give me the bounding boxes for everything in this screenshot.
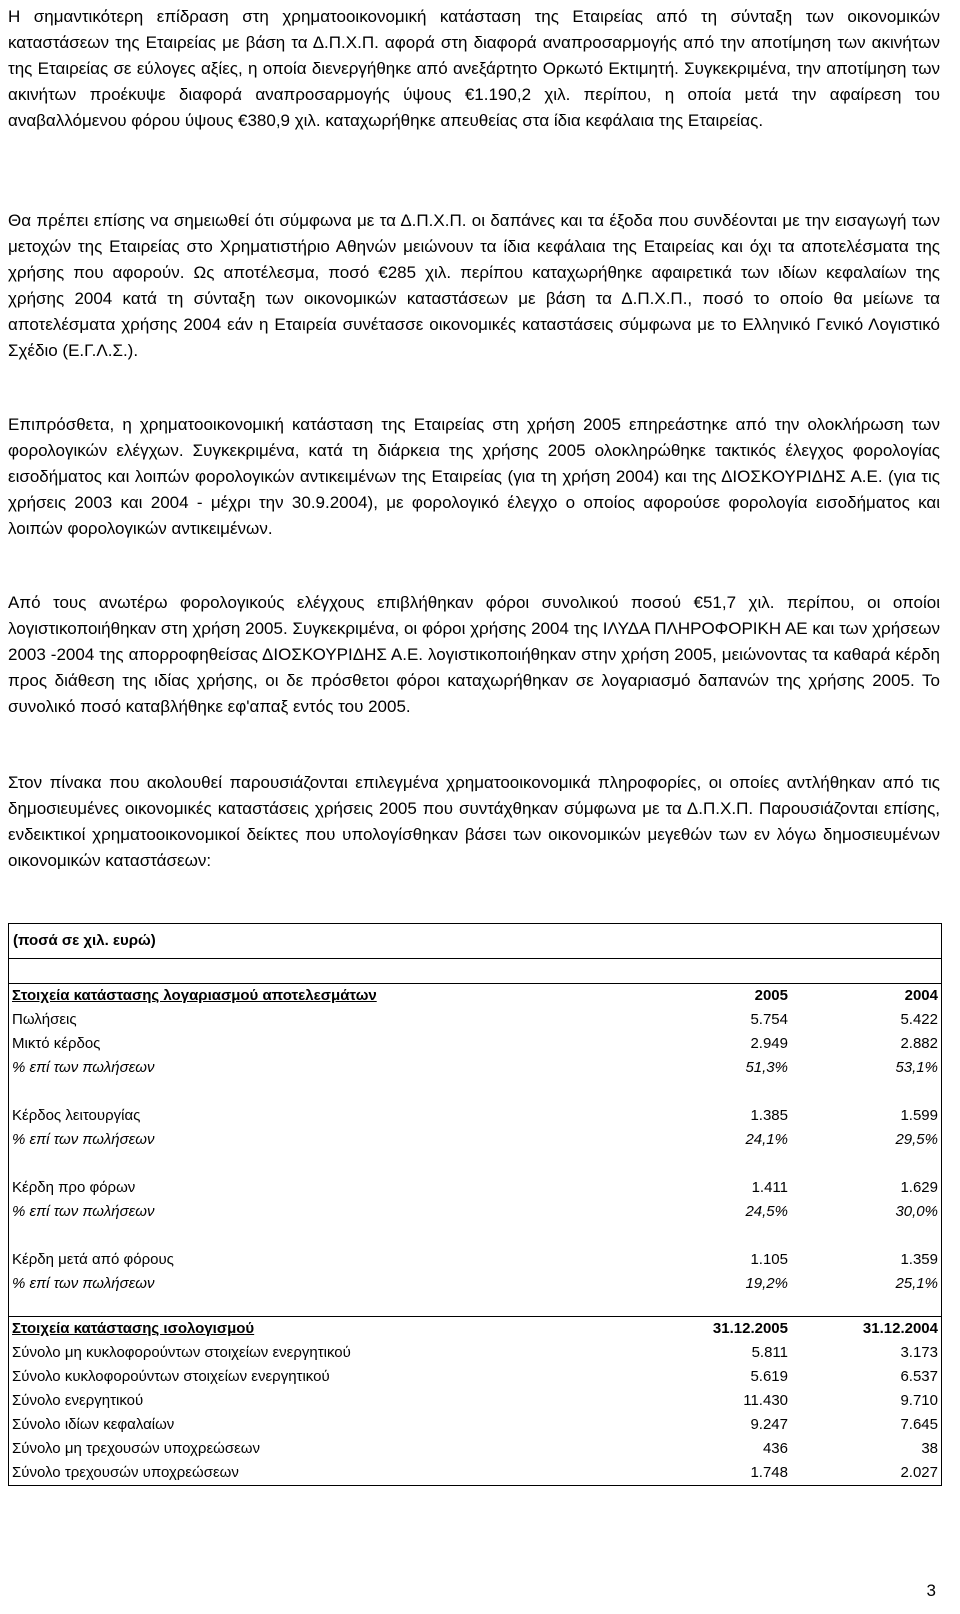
- row-label: Πωλήσεις: [12, 1011, 77, 1028]
- table-row: [9, 1365, 941, 1389]
- table-row: [9, 1200, 941, 1224]
- table-row: [9, 1104, 941, 1128]
- table-row: [9, 1437, 941, 1461]
- table-row: [9, 1272, 941, 1296]
- table-row: [9, 1389, 941, 1413]
- row-value-2004: 1.359: [900, 1251, 938, 1268]
- row-value-2005: 19,2%: [745, 1275, 788, 1292]
- row-value-2005: 24,1%: [745, 1131, 788, 1148]
- row-value-2005: 5.754: [750, 1011, 788, 1028]
- table-row: [9, 1128, 941, 1152]
- paragraph-tax-audits: Επιπρόσθετα, η χρηματοοικονομική κατάσταση της Εταιρείας στη χρήση 2005 επηρεάστηκε από την ολοκλήρωση των φορολογικών ελέγχων. Συγκεκριμένα, κατά τη διάρκεια της χρήσης 2005 ολοκληρώθηκε τακτικός έλεγχος φορολογίας εισοδήματος και λοιπών φορολογικών αντικειμένων της Εταιρείας (για τη χρήση 2004) και της ΔΙΟΣΚΟΥΡΙΔΗΣ Α.Ε. (για τις χρήσεις 2003 και 2004 - μέχρι την 30.9.2004), με φορολογικό έλεγχο ο οποίος αφορούσε φορολογία εισοδήματος και λοιπών φορολογικών αντικειμένων.: [8, 415, 940, 538]
- row-value-2004: 38: [921, 1440, 938, 1457]
- row-label: % επί των πωλήσεων: [12, 1203, 155, 1220]
- page-number: 3: [926, 1581, 936, 1600]
- table-row: [9, 1341, 941, 1365]
- balance-header-date-2004: 31.12.2004: [862, 1320, 938, 1337]
- row-label: Κέρδη μετά από φόρους: [12, 1251, 174, 1268]
- row-value-2005: 1.748: [750, 1464, 788, 1481]
- row-value-2005: 1.105: [750, 1251, 788, 1268]
- balance-header-label: Στοιχεία κατάστασης ισολογισμού: [12, 1320, 255, 1337]
- table-row: [9, 1176, 941, 1200]
- income-header-year-2005: 2005: [754, 987, 788, 1004]
- row-value-2005: 1.385: [750, 1107, 788, 1124]
- row-value-2005: 5.619: [750, 1368, 788, 1385]
- row-value-2004: 53,1%: [895, 1059, 938, 1076]
- row-label: Κέρδος λειτουργίας: [12, 1107, 141, 1124]
- row-value-2005: 24,5%: [745, 1203, 788, 1220]
- row-label: Σύνολο κυκλοφορούντων στοιχείων ενεργητικού: [12, 1368, 330, 1385]
- income-header-row: [9, 984, 941, 1008]
- row-value-2004: 1.599: [900, 1107, 938, 1124]
- table-row: [9, 1032, 941, 1056]
- row-value-2005: 9.247: [750, 1416, 788, 1433]
- table-spacer: [9, 1224, 941, 1248]
- row-label: % επί των πωλήσεων: [12, 1131, 155, 1148]
- row-label: Κέρδη προ φόρων: [12, 1179, 136, 1196]
- paragraph-listing-costs: Θα πρέπει επίσης να σημειωθεί ότι σύμφωνα με τα Δ.Π.Χ.Π. οι δαπάνες και τα έξοδα που συνδέονται με την εισαγωγή των μετοχών της Εταιρείας στο Χρηματιστήριο Αθηνών μειώνουν τα ίδια κεφάλαια της Εταιρείας και όχι τα αποτελέσματα της χρήσης που αφορούν. Ως αποτέλεσμα, ποσό €285 χιλ. περίπου καταχωρήθηκε αφαιρετικά των ιδίων κεφαλαίων της χρήσης 2004 κατά τη σύνταξη των οικονομικών καταστάσεων με βάση τα Δ.Π.Χ.Π., ποσό το οποίο θα μείωνε τα αποτελέσματα χρήσης 2004 εάν η Εταιρεία συνέτασσε οικονομικές καταστάσεις σύμφωνα με το Ελληνικό Γενικό Λογιστικό Σχέδιο (Ε.Γ.Λ.Σ.).: [8, 211, 940, 360]
- table-spacer: [9, 1080, 941, 1104]
- row-value-2004: 3.173: [900, 1344, 938, 1361]
- row-label: % επί των πωλήσεων: [12, 1275, 155, 1292]
- table-row: [9, 1413, 941, 1437]
- row-value-2005: 5.811: [751, 1344, 788, 1361]
- table-spacer: [9, 959, 941, 984]
- row-label: % επί των πωλήσεων: [12, 1059, 155, 1076]
- table-separator: [9, 1296, 941, 1317]
- row-value-2005: 51,3%: [745, 1059, 788, 1076]
- row-value-2004: 1.629: [900, 1179, 938, 1196]
- table-row: [9, 1008, 941, 1032]
- row-value-2004: 2.027: [900, 1464, 938, 1481]
- table-row: [9, 1461, 941, 1485]
- row-label: Σύνολο ιδίων κεφαλαίων: [12, 1416, 175, 1433]
- row-value-2005: 11.430: [743, 1392, 788, 1409]
- paragraph-table-intro: Στον πίνακα που ακολουθεί παρουσιάζονται επιλεγμένα χρηματοοικονομικά πληροφορίες, οι οποίες αντλήθηκαν από τις δημοσιευμένες οικονομικές καταστάσεις χρήσεις 2005 που συντάχθηκαν σύμφωνα με τα Δ.Π.Χ.Π. Παρουσιάζονται επίσης, ενδεικτικοί χρηματοοικονομικοί δείκτες που υπολογίσθηκαν βάσει των οικονομικών μεγεθών των εν λόγω δημοσιευμένων οικονομικών καταστάσεων:: [8, 773, 940, 870]
- row-label: Σύνολο τρεχουσών υποχρεώσεων: [12, 1464, 239, 1481]
- row-value-2004: 9.710: [900, 1392, 938, 1409]
- income-header-year-2004: 2004: [904, 987, 938, 1004]
- table-row: [9, 1248, 941, 1272]
- paragraph-revaluation: Η σημαντικότερη επίδραση στη χρηματοοικονομική κατάσταση της Εταιρείας από τη σύνταξη των οικονομικών καταστάσεων της Εταιρείας με βάση τα Δ.Π.Χ.Π. αφορά στη διαφορά αναπροσαρμογής από την αποτίμηση των ακινήτων της Εταιρείας σε εύλογες αξίες, η οποία διενεργήθηκε από ανεξάρτητο Ορκωτό Εκτιμητή. Συγκεκριμένα, την αποτίμηση των ακινήτων προέκυψε διαφορά αναπροσαρμογής ύψους €1.190,2 χιλ. περίπου, η οποία μετά την αφαίρεση του αναβαλλόμενου φόρου ύψους €380,9 χιλ. καταχωρήθηκε απευθείας στα ίδια κεφάλαια της Εταιρείας.: [8, 7, 940, 130]
- row-value-2004: 5.422: [900, 1011, 938, 1028]
- row-value-2004: 29,5%: [895, 1131, 938, 1148]
- row-value-2005: 1.411: [751, 1179, 788, 1196]
- balance-header-row: [9, 1317, 941, 1341]
- row-label: Σύνολο ενεργητικού: [12, 1392, 144, 1409]
- row-label: Σύνολο μη τρεχουσών υποχρεώσεων: [12, 1440, 261, 1457]
- paragraph-tax-amounts: Από τους ανωτέρω φορολογικούς ελέγχους επιβλήθηκαν φόροι συνολικού ποσού €51,7 χιλ. περίπου, οι οποίοι λογιστικοποιήθηκαν στη χρήση 2005. Συγκεκριμένα, οι φόροι χρήσης 2004 της ΙΛΥΔΑ ΠΛΗΡΟΦΟΡΙΚΗ ΑΕ και των χρήσεων 2003 -2004 της απορροφηθείσας ΔΙΟΣΚΟΥΡΙΔΗΣ Α.Ε. λογιστικοποιήθηκαν στην χρήση 2005, μειώνοντας τα καθαρά κέρδη προς διάθεση της ιδίας χρήσης, οι δε πρόσθετοι φόροι καταχωρήθηκαν σε λογαριασμό δαπανών της χρήσης 2005. Το συνολικό ποσό καταβλήθηκε εφ'απαξ εντός του 2005.: [8, 593, 940, 716]
- row-value-2005: 436: [762, 1440, 788, 1457]
- income-header-label: Στοιχεία κατάστασης λογαριασμού αποτελεσμάτων: [12, 987, 377, 1004]
- balance-header-date-2005: 31.12.2005: [712, 1320, 788, 1337]
- table-spacer: [9, 1152, 941, 1176]
- row-value-2004: 6.537: [900, 1368, 938, 1385]
- row-value-2005: 2.949: [750, 1035, 788, 1052]
- table-unit-caption: (ποσά σε χιλ. ευρώ): [9, 924, 941, 959]
- table-row: [9, 1056, 941, 1080]
- row-value-2004: 30,0%: [895, 1203, 938, 1220]
- row-value-2004: 7.645: [900, 1416, 938, 1433]
- row-value-2004: 25,1%: [895, 1275, 938, 1292]
- row-label: Μικτό κέρδος: [12, 1035, 101, 1052]
- row-value-2004: 2.882: [900, 1035, 938, 1052]
- row-label: Σύνολο μη κυκλοφορούντων στοιχείων ενεργητικού: [12, 1344, 351, 1361]
- financial-table: [8, 923, 942, 1486]
